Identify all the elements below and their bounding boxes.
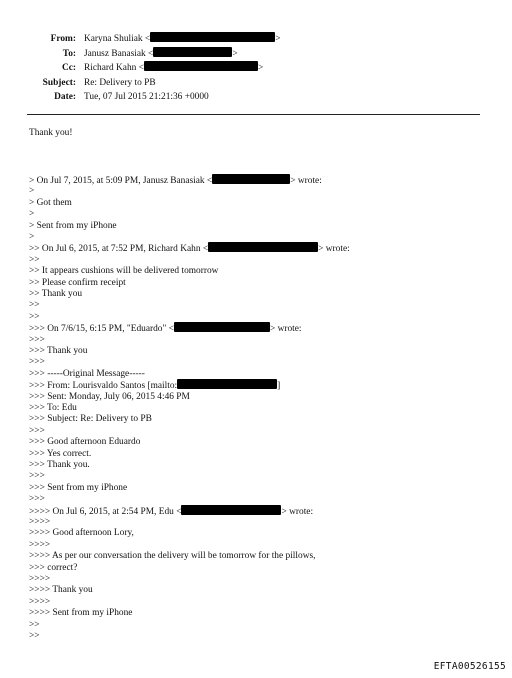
quoted-line — [29, 379, 280, 391]
quoted-line — [29, 413, 152, 425]
quoted-line-text: > On Jul 7, 2015, at 5:09 PM, Janusz Banasiak < — [29, 176, 213, 186]
quoted-line — [29, 391, 190, 403]
quoted-line — [29, 550, 315, 562]
quoted-line-suffix: > wrote: — [318, 244, 350, 255]
quoted-line-suffix: > wrote: — [269, 324, 302, 335]
quoted-line — [29, 505, 313, 517]
quoted-line-text: >> It appears cushions will be delivered tomorrow — [29, 266, 219, 277]
quoted-line — [29, 254, 40, 266]
quoted-line-text: >>> — [29, 494, 45, 505]
cc-value: Richard Kahn < — [84, 63, 144, 74]
quoted-line-text: >>> From: Lourisvaldo Santos [mailto: — [29, 381, 178, 392]
quoted-line — [29, 527, 134, 539]
quoted-line-text: >>> — [29, 425, 45, 436]
quoted-line — [29, 573, 50, 585]
quoted-line — [29, 562, 77, 574]
quoted-line — [29, 208, 34, 220]
quoted-line-text: >> — [29, 631, 40, 641]
quoted-line-text: >>> On 7/6/15, 6:15 PM, "Eduardo" < — [29, 324, 174, 335]
quoted-line — [29, 197, 72, 209]
to-label: To: — [62, 48, 76, 59]
cc-label: Cc: — [61, 63, 76, 74]
quoted-line — [29, 185, 34, 197]
quoted-line — [29, 619, 40, 631]
email-header — [0, 32, 512, 105]
to-close: > — [232, 48, 238, 59]
quoted-line-text: > Got them — [29, 197, 72, 208]
subject-label: Subject: — [42, 77, 76, 88]
quoted-line — [29, 288, 82, 300]
quoted-line — [29, 596, 50, 608]
quoted-line — [29, 493, 45, 505]
quoted-line — [29, 265, 218, 277]
quoted-line — [29, 539, 50, 551]
quoted-line — [29, 425, 45, 437]
quoted-line-text: >>>> On Jul 6, 2015, at 2:54 PM, Edu < — [29, 506, 182, 517]
quoted-line-text: >> — [29, 619, 40, 630]
quoted-line-suffix: > wrote: — [290, 176, 322, 186]
quoted-line-text: >>> To: Edu — [29, 403, 77, 413]
quoted-line — [29, 345, 87, 357]
quoted-line — [29, 607, 132, 619]
quoted-line-text: >>>> As per our conversation the delivery will be tomorrow for the pillows, — [29, 551, 316, 562]
to-value: Janusz Banasiak < — [84, 48, 154, 59]
quoted-line — [29, 356, 45, 368]
redaction-bar — [212, 174, 290, 184]
quoted-line — [29, 470, 45, 482]
quoted-line — [29, 368, 145, 380]
quoted-line-text: >>> — [29, 471, 45, 482]
quoted-line — [29, 516, 50, 528]
quoted-line-text: >> Thank you — [29, 289, 83, 299]
quoted-line-text: > Sent from my iPhone — [29, 220, 117, 231]
quoted-line — [29, 436, 140, 448]
redaction-bar — [153, 47, 232, 57]
quoted-line-text: >>> Sent: Monday, July 06, 2015 4:46 PM — [29, 391, 190, 402]
quoted-line — [29, 174, 322, 186]
redaction-bar — [208, 242, 318, 252]
quoted-line-text: >>> — [29, 334, 45, 345]
date-label: Date: — [54, 92, 76, 103]
quoted-line — [29, 322, 302, 334]
header-date-row — [0, 90, 512, 105]
quoted-line — [29, 402, 77, 414]
quoted-line — [29, 311, 40, 323]
redaction-bar — [177, 379, 277, 389]
header-from-row — [0, 32, 512, 47]
quoted-line-text: > — [29, 186, 35, 197]
quoted-line-suffix: > wrote: — [281, 506, 314, 517]
quoted-line — [29, 448, 91, 460]
quoted-line-text: >>> Good afternoon Eduardo — [29, 437, 141, 448]
quoted-line — [29, 277, 126, 289]
quoted-line-text: >>> -----Original Message----- — [29, 368, 145, 379]
redaction-bar — [174, 322, 270, 332]
quoted-line-text: >>> Sent from my iPhone — [29, 482, 128, 493]
header-subject-row — [0, 76, 512, 91]
quoted-line-text: >>> Subject: Re: Delivery to PB — [29, 414, 152, 425]
quoted-line-text: >>> Thank you — [29, 346, 88, 356]
quoted-line — [29, 482, 127, 494]
from-close: > — [275, 34, 281, 44]
quoted-line-text: >>>> — [29, 574, 51, 584]
redaction-bar — [150, 32, 275, 42]
from-label: From: — [50, 34, 76, 44]
quoted-line — [29, 220, 117, 232]
quoted-line-text: > — [29, 232, 35, 242]
quoted-line-text: >> — [29, 311, 40, 322]
quoted-line-text: >>>> — [29, 517, 51, 527]
quoted-line-text: >>>> — [29, 539, 51, 550]
greeting: Thank you! — [29, 128, 73, 138]
quoted-line — [29, 459, 90, 471]
redaction-bar — [144, 61, 258, 71]
quoted-line — [29, 630, 40, 642]
quoted-line-text: >>>> Good afternoon Lory, — [29, 528, 134, 539]
cc-close: > — [257, 63, 264, 74]
quoted-line-text: >>>> Sent from my iPhone — [29, 608, 133, 619]
from-value: Karyna Shuliak < — [84, 34, 151, 44]
quoted-line — [29, 299, 40, 311]
header-cc-row — [0, 61, 512, 76]
quoted-line-text: >>> correct? — [29, 562, 78, 573]
quoted-line-text: >> — [29, 300, 40, 311]
quoted-line-text: >> — [29, 254, 40, 265]
quoted-line-text: >> On Jul 6, 2015, at 7:52 PM, Richard Kahn < — [29, 244, 209, 255]
quoted-line-text: >>> Yes correct. — [29, 448, 92, 459]
quoted-line-text: >>>> Thank you — [29, 585, 93, 596]
document-id: EFTA00526155 — [433, 661, 506, 672]
date-value: Tue, 07 Jul 2015 21:21:36 +0000 — [84, 92, 209, 103]
header-to-row — [0, 47, 512, 62]
quoted-line-text: >>>> — [29, 596, 51, 607]
quoted-line — [29, 231, 34, 243]
quoted-line-text: >>> — [29, 357, 45, 368]
subject-value: Re: Delivery to PB — [84, 77, 156, 88]
quoted-line — [29, 242, 350, 254]
quoted-line-suffix: ] — [277, 381, 281, 392]
quoted-line-text: > — [29, 209, 35, 220]
quoted-line — [29, 334, 45, 346]
quoted-line-text: >>> Thank you. — [29, 460, 90, 470]
quoted-line — [29, 584, 93, 596]
redaction-bar — [181, 505, 281, 515]
quoted-line-text: >> Please confirm receipt — [29, 277, 126, 288]
header-divider — [27, 114, 480, 115]
